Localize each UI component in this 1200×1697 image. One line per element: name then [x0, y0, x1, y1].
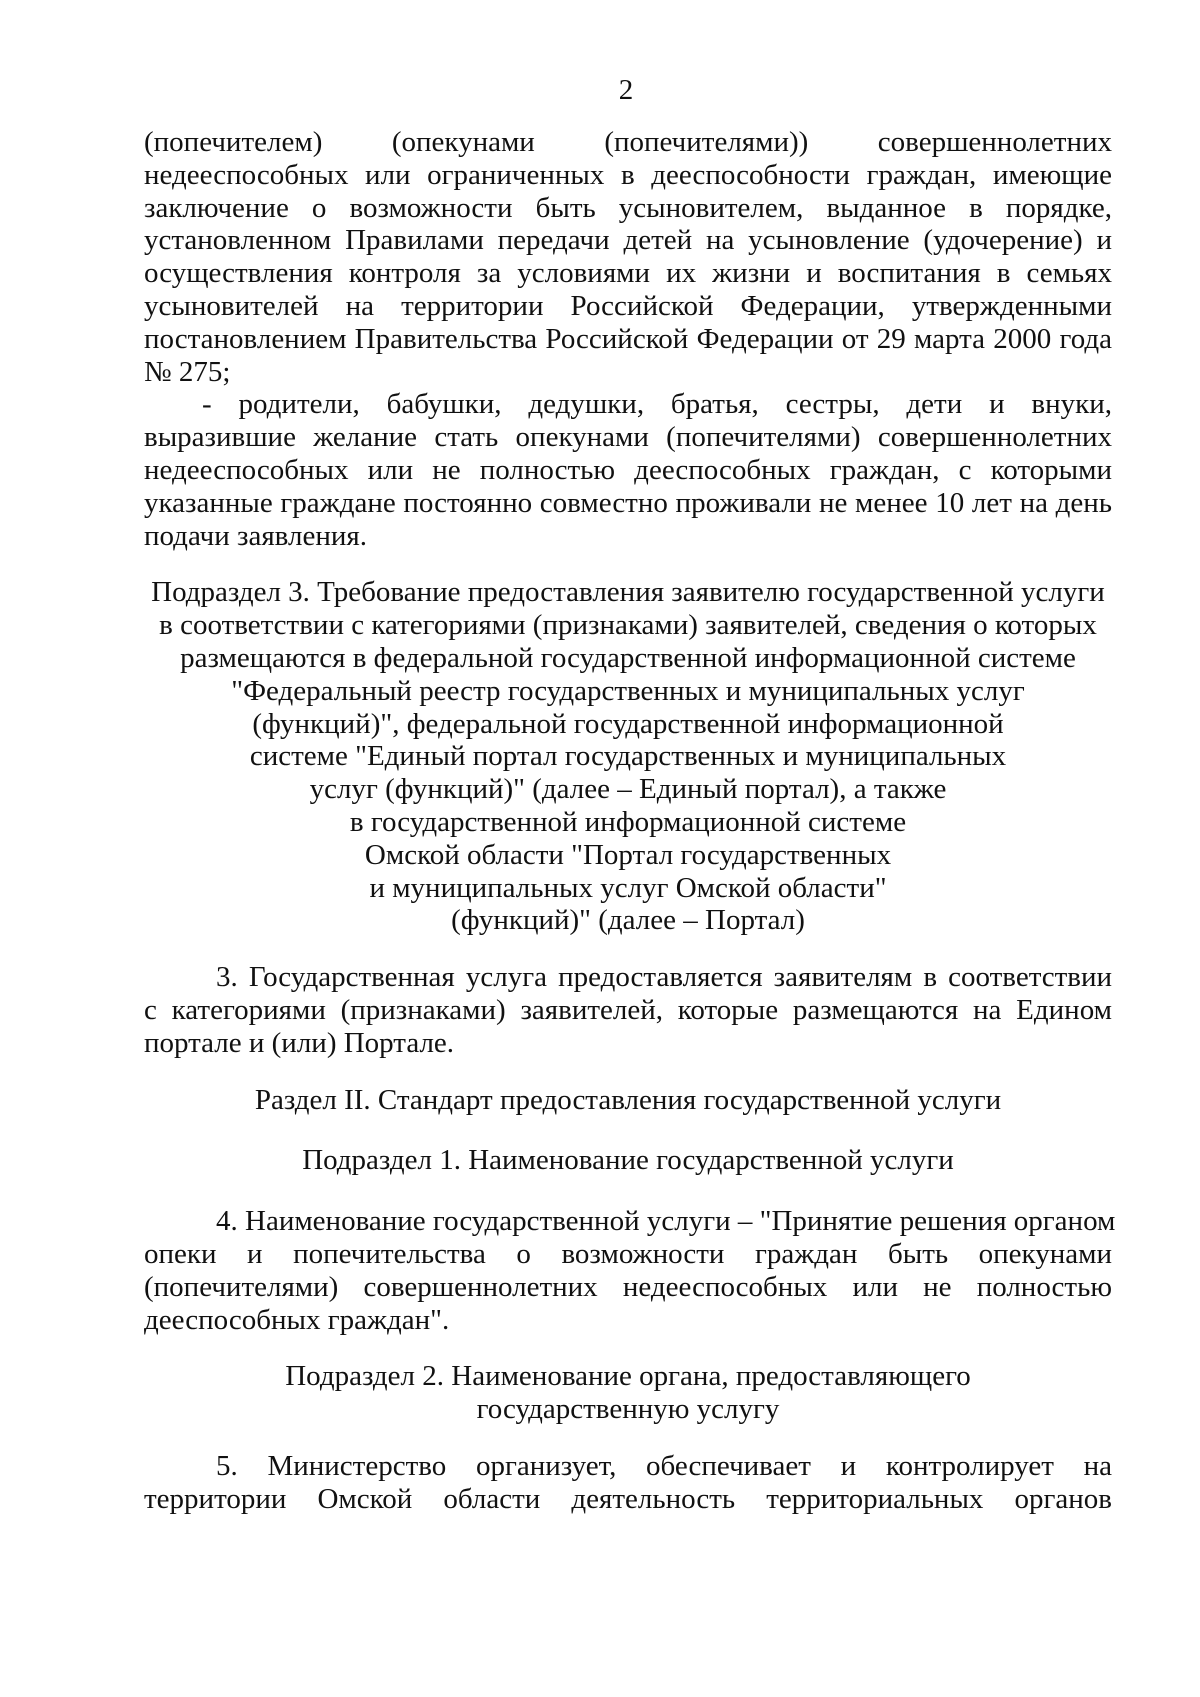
heading-line: в государственной информационной системе	[349, 805, 907, 838]
text-line: (попечителем) (опекунами (попечителями)) совершеннолетних	[144, 126, 1112, 158]
text-line: недееспособных или ограниченных в дееспособности граждан, имеющие	[144, 158, 1112, 191]
spacer	[144, 937, 1112, 961]
paragraph-4	[144, 1205, 1116, 1336]
text-line: опеки и попечительства о возможности граждан быть опекунами	[144, 1237, 1112, 1270]
spacer	[144, 552, 1112, 576]
heading-section-2: Раздел II. Стандарт предоставления государственной услуги	[254, 1083, 1002, 1116]
spacer	[144, 1336, 1112, 1360]
text-line: усыновителей на территории Российской Федерации, утвержденными	[144, 289, 1112, 322]
spacer	[144, 1177, 1112, 1205]
text-line: заключение о возможности быть усыновителем, выданное в порядке,	[144, 191, 1112, 224]
document-body	[144, 126, 1116, 1515]
spacer	[144, 1116, 1112, 1144]
paragraph-3	[144, 961, 1112, 1059]
text-line: установленном Правилами передачи детей на усыновление (удочерение) и	[144, 224, 1112, 257]
text-line: указанные граждане постоянно совместно проживали не менее 10 лет на день	[144, 486, 1112, 519]
paragraph-continuation	[144, 126, 1112, 388]
heading-line: (функций)" (далее – Портал)	[451, 904, 805, 937]
heading-line: и муниципальных услуг Омской области"	[369, 871, 887, 904]
paragraph-relatives	[144, 388, 1112, 552]
text-line: подачи заявления.	[144, 519, 367, 552]
text-line: с категориями (признаками) заявителей, которые размещаются на Едином	[144, 993, 1112, 1026]
text-line: недееспособных или не полностью дееспособных граждан, с которыми	[144, 453, 1112, 486]
heading-subsection-3	[144, 576, 1112, 937]
text-line: 5. Министерство организует, обеспечивает и контролирует на	[216, 1449, 1112, 1482]
heading-line: размещаются в федеральной государственной информационной системе	[180, 641, 1076, 674]
text-line: - родители, бабушки, дедушки, братья, сестры, дети и внуки,	[202, 388, 1112, 421]
heading-line: системе "Единый портал государственных и муниципальных	[249, 740, 1007, 773]
heading-subsection-1: Подраздел 1. Наименование государственной услуги	[302, 1144, 954, 1177]
heading-line: "Федеральный реестр государственных и муниципальных услуг	[231, 674, 1025, 707]
heading-line: услуг (функций)" (далее – Единый портал), а также	[309, 773, 947, 806]
text-line: осуществления контроля за условиями их жизни и воспитания в семьях	[144, 257, 1112, 290]
page-number: 2	[618, 74, 634, 106]
text-line: (попечителями) совершеннолетних недееспособных или не полностью	[144, 1270, 1112, 1303]
text-line: № 275;	[144, 355, 231, 388]
heading-subsection-2	[144, 1360, 1112, 1426]
heading-line: Подраздел 3. Требование предоставления заявителю государственной услуги	[151, 576, 1105, 609]
text-line: портале и (или) Портале.	[144, 1026, 455, 1059]
text-line: 4. Наименование государственной услуги – "Принятие решения органом	[216, 1205, 1116, 1238]
heading-line: (функций)", федеральной государственной информационной	[252, 707, 1004, 740]
text-line: дееспособных граждан".	[144, 1303, 450, 1336]
heading-line: государственную услугу	[476, 1393, 780, 1426]
text-line: выразившие желание стать опекунами (попечителями) совершеннолетних	[144, 421, 1112, 454]
heading-line: Омской области "Портал государственных	[364, 838, 892, 871]
heading-line: Подраздел 2. Наименование органа, предоставляющего	[285, 1360, 971, 1393]
spacer	[144, 1060, 1112, 1084]
heading-line: в соответствии с категориями (признаками) заявителей, сведения о которых	[159, 609, 1097, 642]
spacer	[144, 1426, 1112, 1450]
text-line: постановлением Правительства Российской Федерации от 29 марта 2000 года	[144, 322, 1112, 355]
text-line: 3. Государственная услуга предоставляется заявителям в соответствии	[216, 961, 1112, 994]
text-line: территории Омской области деятельность территориальных органов	[144, 1482, 1112, 1515]
paragraph-5	[144, 1450, 1112, 1516]
